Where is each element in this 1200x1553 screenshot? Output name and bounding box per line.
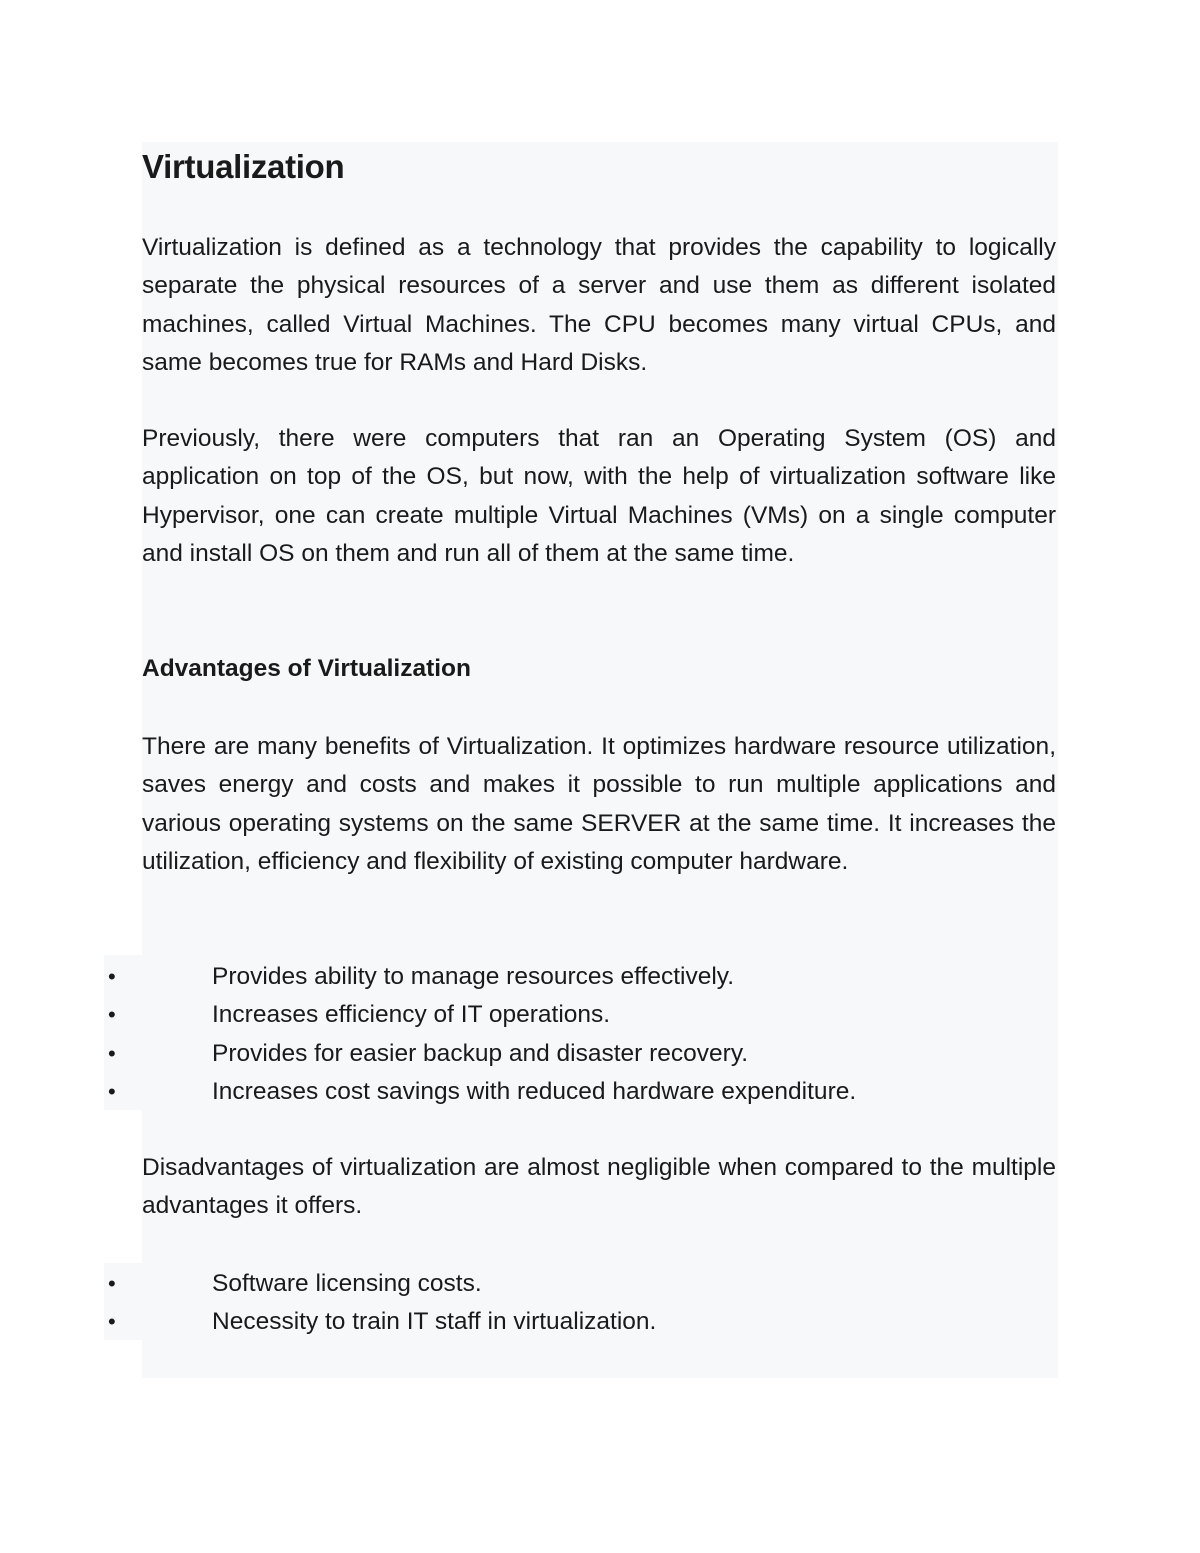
list-item-text: Software licensing costs.: [212, 1270, 482, 1297]
list-item: [104, 1265, 1064, 1303]
bullet-icon: •: [108, 1002, 116, 1028]
list-item: [104, 1073, 1064, 1111]
list-item-text: Provides ability to manage resources effectively.: [212, 963, 735, 990]
list-item: [104, 1303, 1064, 1341]
list-item-text: Provides for easier backup and disaster recovery.: [212, 1039, 749, 1067]
list-item-text: Increases efficiency of IT operations.: [212, 1001, 611, 1029]
bullet-icon: •: [108, 1078, 116, 1104]
bullet-icon: •: [108, 1040, 116, 1066]
advantages-heading: Advantages of Virtualization: [142, 655, 471, 682]
bullet-icon: •: [108, 1271, 116, 1296]
bullet-icon: •: [108, 1309, 116, 1335]
disadvantages-paragraph: Disadvantages of virtualization are almost negligible when compared to the multiple advantages it offers.: [142, 1154, 1056, 1220]
advantages-list: [104, 958, 1064, 1111]
disadvantages-list: [104, 1265, 1064, 1342]
list-item-text: Increases cost savings with reduced hardware expenditure.: [212, 1077, 857, 1105]
document-title: Virtualization: [142, 148, 345, 185]
bullet-icon: •: [108, 964, 116, 989]
benefits-paragraph: There are many benefits of Virtualization. It optimizes hardware resource utilization, saves energy and costs and makes it possible to run multiple applications and various operating systems on the same SERVER at the same time. It increases the utilization, efficiency and flexibility of existing computer hardware.: [142, 733, 1056, 875]
list-item-text: Necessity to train IT staff in virtualization.: [212, 1308, 657, 1336]
history-paragraph: Previously, there were computers that ran an Operating System (OS) and application on top of the OS, but now, with the help of virtualization software like Hypervisor, one can create multiple Virtual Machines (VMs) on a single computer and install OS on them and run all of them at the same time.: [142, 425, 1056, 567]
definition-paragraph: Virtualization is defined as a technology that provides the capability to logically separate the physical resources of a server and use them as different isolated machines, called Virtual Machines. The CPU becomes many virtual CPUs, and same becomes true for RAMs and Hard Disks.: [142, 234, 1056, 376]
list-item: [104, 958, 1064, 996]
list-item: [104, 996, 1064, 1034]
list-item: [104, 1035, 1064, 1073]
